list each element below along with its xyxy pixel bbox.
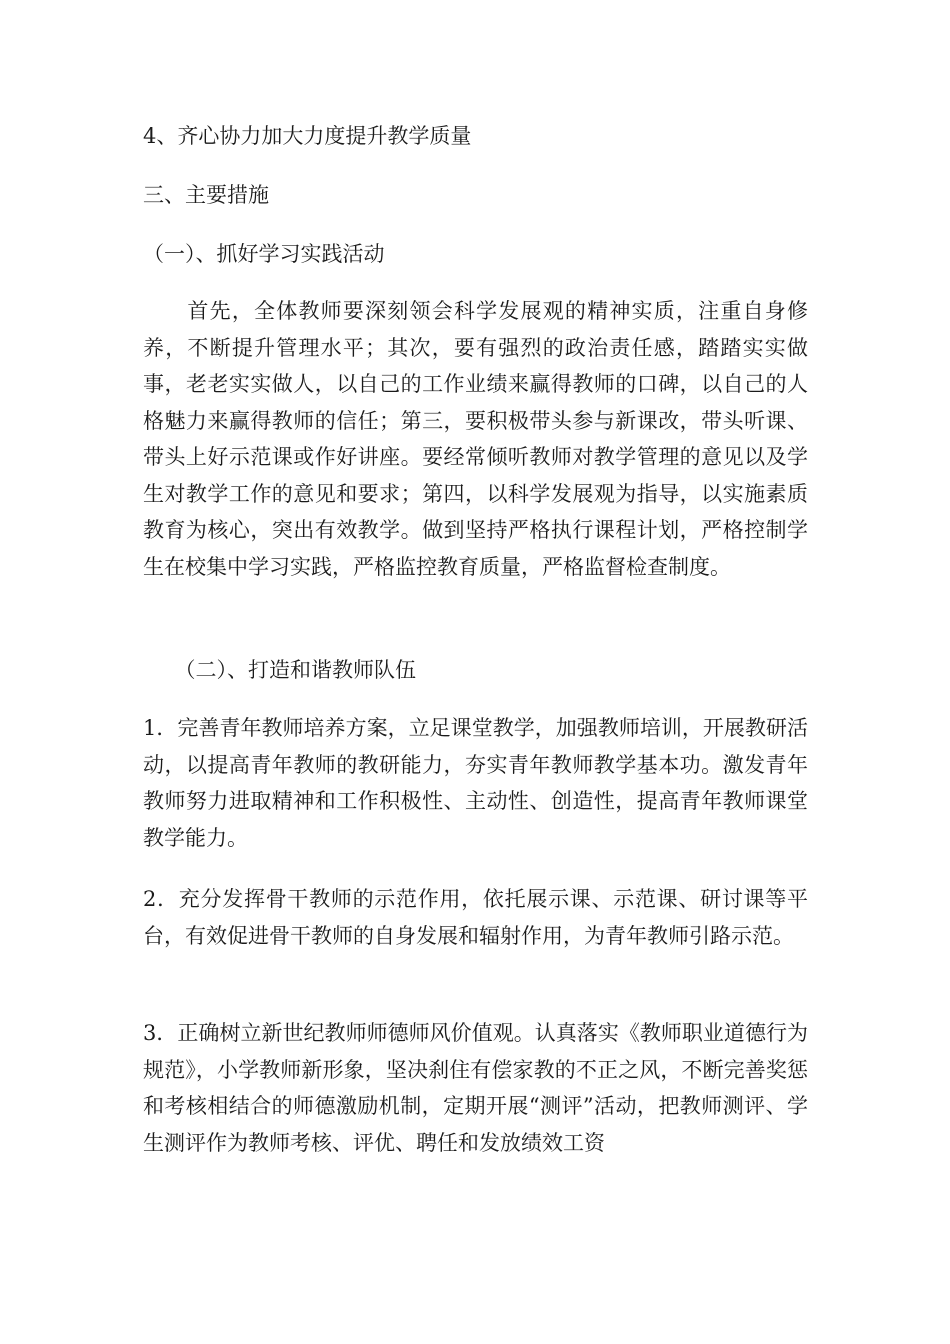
paragraph-backbone-teachers: 2．充分发挥骨干教师的示范作用，依托展示课、示范课、研讨课等平台，有效促进骨干教师的自身发展和辐射作用，为青年教师引路示范。 xyxy=(143,887,808,948)
subheading-teacher-team: （二）、打造和谐教师队伍 xyxy=(143,658,416,682)
paragraph-study-practice: 首先，全体教师要深刻领会科学发展观的精神实质，注重自身修养，不断提升管理水平；其次，要有强烈的政治责任感，踏踏实实做事，老老实实做人，以自己的工作业绩来赢得教师的口碑，以自己的人格魅力来赢得教师的信任；第三，要积极带头参与新课改，带头听课、带头上好示范课或作好讲座。要经常倾听教师对教学管理的意见以及学生对教学工作的意见和要求；第四，以科学发展观为指导，以实施素质教育为核心，突出有效教学。做到坚持严格执行课程计划，严格控制学生在校集中学习实践，严格监控教育质量，严格监督检查制度。 xyxy=(143,299,808,579)
paragraph-young-teachers: 1．完善青年教师培养方案，立足课堂教学，加强教师培训，开展教研活动，以提高青年教师的教研能力，夯实青年教师教学基本功。激发青年教师努力进取精神和工作积极性、主动性、创造性，提高青年教师课堂教学能力。 xyxy=(143,716,808,850)
paragraph-teacher-ethics: 3．正确树立新世纪教师师德师风价值观。认真落实《教师职业道德行为规范》，小学教师新形象，坚决刹住有偿家教的不正之风，不断完善奖惩和考核相结合的师德激励机制，定期开展“测评”活动，把教师测评、学生测评作为教师考核、评优、聘任和发放绩效工资 xyxy=(143,1021,808,1155)
section-heading-main-measures: 三、主要措施 xyxy=(143,183,269,207)
subheading-study-practice: （一）、抓好学习实践活动 xyxy=(143,242,385,266)
heading-item-4: 4、齐心协力加大力度提升教学质量 xyxy=(143,124,472,148)
